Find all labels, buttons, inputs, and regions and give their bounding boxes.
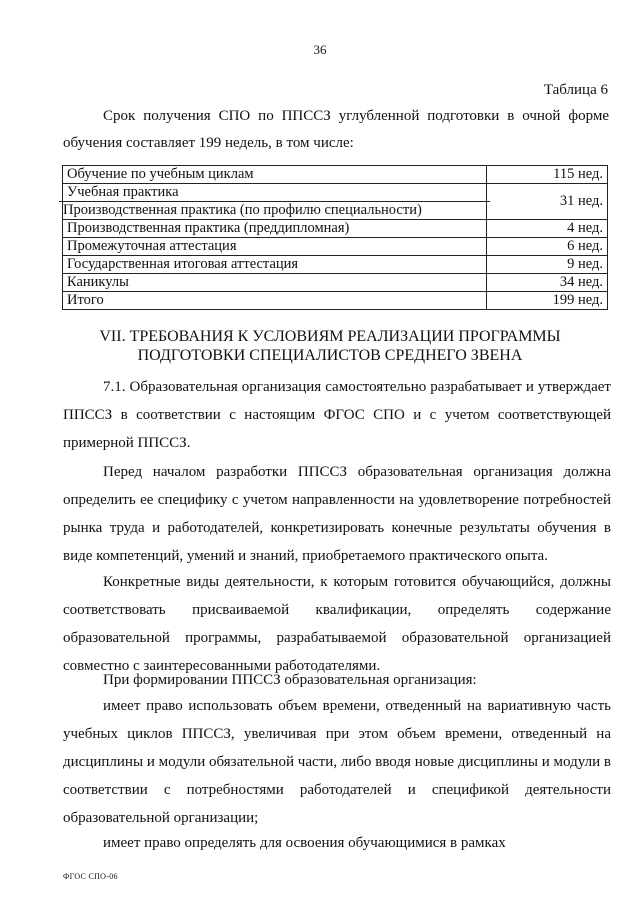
row-value: 4 нед. [487, 220, 608, 238]
paragraph-7-1: 7.1. Образовательная организация самостоятельно разрабатывает и утверждает ППССЗ в соответствии с настоящим ФГОС СПО и с учетом соответствующей примерной ППССЗ. [63, 379, 611, 451]
paragraph-formation: При формировании ППССЗ образовательная организация: [103, 672, 477, 688]
page-number: 36 [313, 42, 327, 57]
table-row [63, 238, 608, 256]
row-label-cell [63, 238, 487, 256]
row-label: Производственная практика (по профилю специальности) [59, 201, 490, 219]
row-label: Учебная практика [67, 184, 179, 200]
paragraph-variable-part: имеет право использовать объем времени, отведенный на вариативную часть учебных циклов ППССЗ, увеличивая при этом объем времени, отведенный на дисциплины и модули обязательной части, либо вводя новые дисциплины и модули в соответствии с потребностями работодателей и спецификой деятельности образовательной организации; [63, 698, 611, 826]
paragraph-activities: Конкретные виды деятельности, к которым готовится обучающийся, должны соответствовать присваиваемой квалификации, определять содержание образовательной программы, разрабатываемой образовательной организацией совместно с заинтересованными работодателями. [63, 574, 611, 674]
section-heading-line1: VII. ТРЕБОВАНИЯ К УСЛОВИЯМ РЕАЛИЗАЦИИ ПРОГРАММЫ [99, 328, 561, 345]
weeks-table [62, 165, 608, 310]
table-row [63, 166, 608, 184]
row-label-cell [63, 184, 487, 220]
table-row [63, 256, 608, 274]
table-row [63, 184, 608, 220]
row-label-cell [63, 166, 487, 184]
row-label: Каникулы [67, 274, 129, 290]
row-label-cell [63, 292, 487, 310]
footer-code: ФГОС СПО-06 [63, 872, 118, 881]
section-heading-line2: ПОДГОТОВКИ СПЕЦИАЛИСТОВ СРЕДНЕГО ЗВЕНА [137, 347, 523, 364]
row-label-cell [63, 274, 487, 292]
row-value: 199 нед. [487, 292, 608, 310]
row-label: Итого [67, 292, 104, 308]
row-label: Промежуточная аттестация [67, 238, 237, 254]
table-row [63, 292, 608, 310]
intro-paragraph: Срок получения СПО по ППССЗ углубленной подготовки в очной форме обучения составляет 199 недель, в том числе: [63, 108, 609, 151]
row-label: Производственная практика (преддипломная) [67, 220, 350, 236]
paragraph-specifics: Перед началом разработки ППССЗ образовательная организация должна определить ее специфику с учетом направленности на удовлетворение потребностей рынка труда и работодателей, конкретизировать конечные результаты обучения в виде компетенций, умений и знаний, приобретаемого практического опыта. [63, 464, 611, 564]
table-row [63, 220, 608, 238]
table-label: Таблица 6 [543, 82, 608, 98]
row-value: 9 нед. [487, 256, 608, 274]
row-label: Государственная итоговая аттестация [67, 256, 299, 272]
row-label-cell [63, 256, 487, 274]
row-value: 34 нед. [487, 274, 608, 292]
paragraph-define-right: имеет право определять для освоения обучающимися в рамках [103, 835, 506, 851]
row-value: 6 нед. [487, 238, 608, 256]
table-row [63, 274, 608, 292]
section-heading [40, 327, 620, 365]
row-label-cell [63, 220, 487, 238]
row-value: 115 нед. [487, 166, 608, 184]
row-label: Обучение по учебным циклам [67, 166, 254, 182]
row-value: 31 нед. [487, 184, 608, 220]
